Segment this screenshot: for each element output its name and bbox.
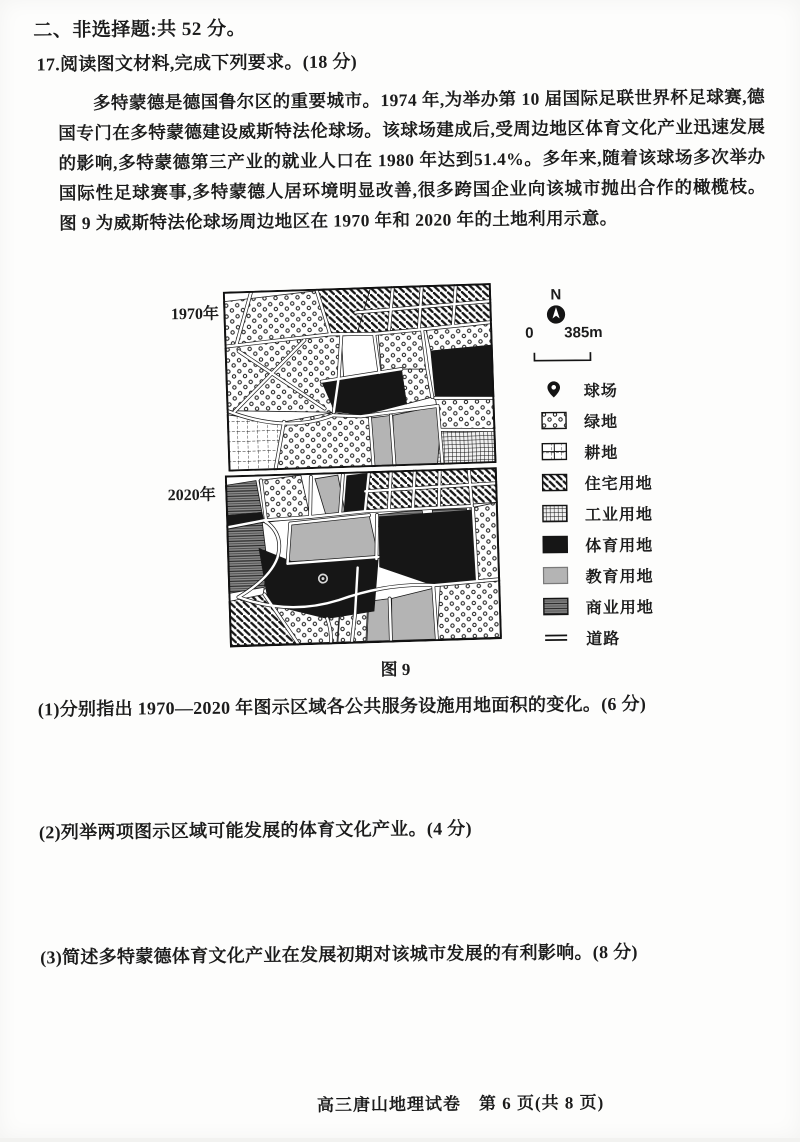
map-2020-year-label: 2020年	[168, 482, 216, 505]
legend-item-industrial	[542, 504, 653, 523]
legend-label: 工业用地	[585, 501, 653, 525]
legend-item-education	[542, 566, 653, 585]
compass-icon	[545, 303, 567, 325]
legend-label: 教育用地	[585, 563, 653, 587]
page-footer: 高三唐山地理试卷 第 6 页(共 8 页)	[5, 1086, 800, 1119]
map-legend	[541, 380, 655, 660]
sports-swatch-icon	[542, 535, 568, 553]
figure-caption: 图 9	[353, 655, 437, 681]
scale-start-label: 0	[525, 325, 534, 342]
subquestion-2: (2)列举两项图示区域可能发展的体育文化产业。(4 分)	[39, 811, 779, 844]
subquestion-3: (3)简述多特蒙德体育文化产业在发展初期对该城市发展的有利影响。(8 分)	[40, 936, 780, 969]
education-swatch-icon	[542, 566, 568, 584]
subquestion-1: (1)分别指出 1970—2020 年图示区域各公共服务设施用地面积的变化。(6 分)	[38, 688, 778, 721]
scale-end-label: 385m	[564, 324, 603, 341]
legend-item-green-space	[541, 411, 652, 430]
residential-swatch-icon	[542, 473, 568, 491]
legend-label: 商业用地	[586, 594, 654, 618]
commercial-swatch-icon	[543, 597, 569, 615]
legend-label: 绿地	[584, 408, 618, 431]
land-use-map-2020	[225, 467, 502, 647]
question-number: 17.	[37, 54, 61, 74]
industrial-swatch-icon	[542, 504, 568, 522]
green-space-swatch-icon	[541, 411, 567, 429]
legend-label: 球场	[584, 377, 618, 400]
legend-item-farmland	[541, 442, 652, 461]
compass-north-label: N	[544, 286, 568, 303]
legend-item-stadium	[541, 380, 652, 399]
map-1970-year-label: 1970年	[171, 301, 219, 324]
legend-label: 住宅用地	[585, 470, 653, 494]
scale-bar-icon	[532, 350, 594, 365]
section-header: 二、非选择题:共 52 分。	[33, 13, 246, 42]
question-17-heading	[36, 47, 357, 76]
legend-label: 体育用地	[585, 532, 653, 556]
farmland-swatch-icon	[541, 442, 567, 460]
figure-9	[0, 278, 800, 686]
legend-item-road	[543, 628, 654, 647]
question-intro: 阅读图文材料,完成下列要求。(18 分)	[60, 51, 357, 74]
legend-label: 耕地	[584, 439, 618, 462]
road-symbol-icon	[543, 628, 569, 646]
stadium-pin-icon	[541, 380, 567, 398]
legend-item-commercial	[543, 597, 654, 616]
legend-item-residential	[542, 473, 653, 492]
reading-material-paragraph: 多特蒙德是德国鲁尔区的重要城市。1974 年,为举办第 10 届国际足联世界杯足球赛,德国专门在多特蒙德建设威斯特法伦球场。该球场建成后,受周边地区体育文化产业迅速发展的影响,多特蒙德第三产业的就业人口在 1980 年达到51.4%。多年来,随着该球场多次举办国际性足球赛事,多特蒙德人居环境明显改善,很多跨国企业向该城市抛出合作的橄榄枝。图 9 为威斯特法伦球场周边地区在 1970 年和 2020 年的土地利用示意。	[58, 81, 766, 238]
legend-item-sports	[542, 535, 653, 554]
land-use-map-1970	[223, 283, 497, 472]
legend-label: 道路	[586, 625, 620, 648]
